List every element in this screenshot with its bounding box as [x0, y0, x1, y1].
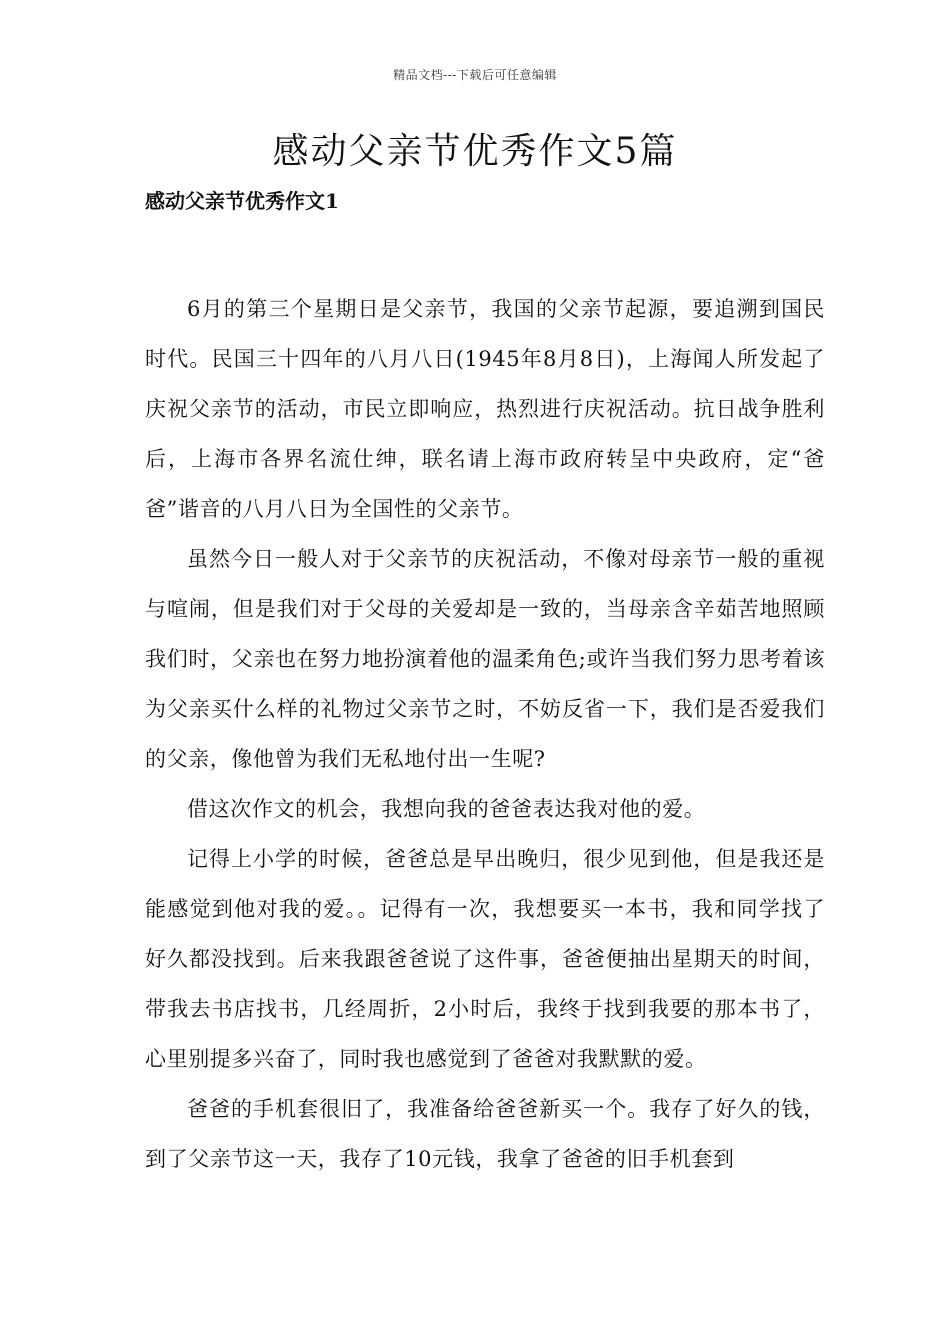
paragraph: 虽然今日一般人对于父亲节的庆祝活动，不像对母亲节一般的重视与喧闹，但是我们对于父母的关爱却是一致的，当母亲含辛茹苦地照顾我们时，父亲也在努力地扮演着他的温柔角色;或许当我们努力思考着该为父亲买什么样的礼物过父亲节之时，不妨反省一下，我们是否爱我们的父亲，像他曾为我们无私地付出一生呢?: [145, 547, 825, 771]
paragraph: 借这次作文的机会，我想向我的爸爸表达我对他的爱。: [187, 797, 706, 821]
header-note: 精品文档---下载后可任意编辑: [393, 68, 557, 82]
paragraph: 6月的第三个星期日是父亲节，我国的父亲节起源，要追溯到国民时代。民国三十四年的八月八日(1945年8月8日)，上海闻人所发起了庆祝父亲节的活动，市民立即响应，热烈进行庆祝活动。抗日战争胜利后，上海市各界名流仕绅，联名请上海市政府转呈中央政府，定“爸爸”谐音的八月八日为全国性的父亲节。: [145, 297, 825, 521]
document-title: 感动父亲节优秀作文5篇: [272, 131, 678, 172]
paragraph: 记得上小学的时候，爸爸总是早出晚归，很少见到他，但是我还是能感觉到他对我的爱。。记得有一次，我想要买一本书，我和同学找了好久都没找到。后来我跟爸爸说了这件事，爸爸便抽出星期天的时间，带我去书店找书，几经周折，2小时后，我终于找到我要的那本书了，心里别提多兴奋了，同时我也感觉到了爸爸对我默默的爱。: [145, 847, 825, 1071]
paragraph: 爸爸的手机套很旧了，我准备给爸爸新买一个。我存了好久的钱，到了父亲节这一天，我存了10元钱，我拿了爸爸的旧手机套到: [145, 1097, 825, 1171]
section-heading: 感动父亲节优秀作文1: [145, 189, 339, 213]
article-body: [145, 284, 825, 1184]
